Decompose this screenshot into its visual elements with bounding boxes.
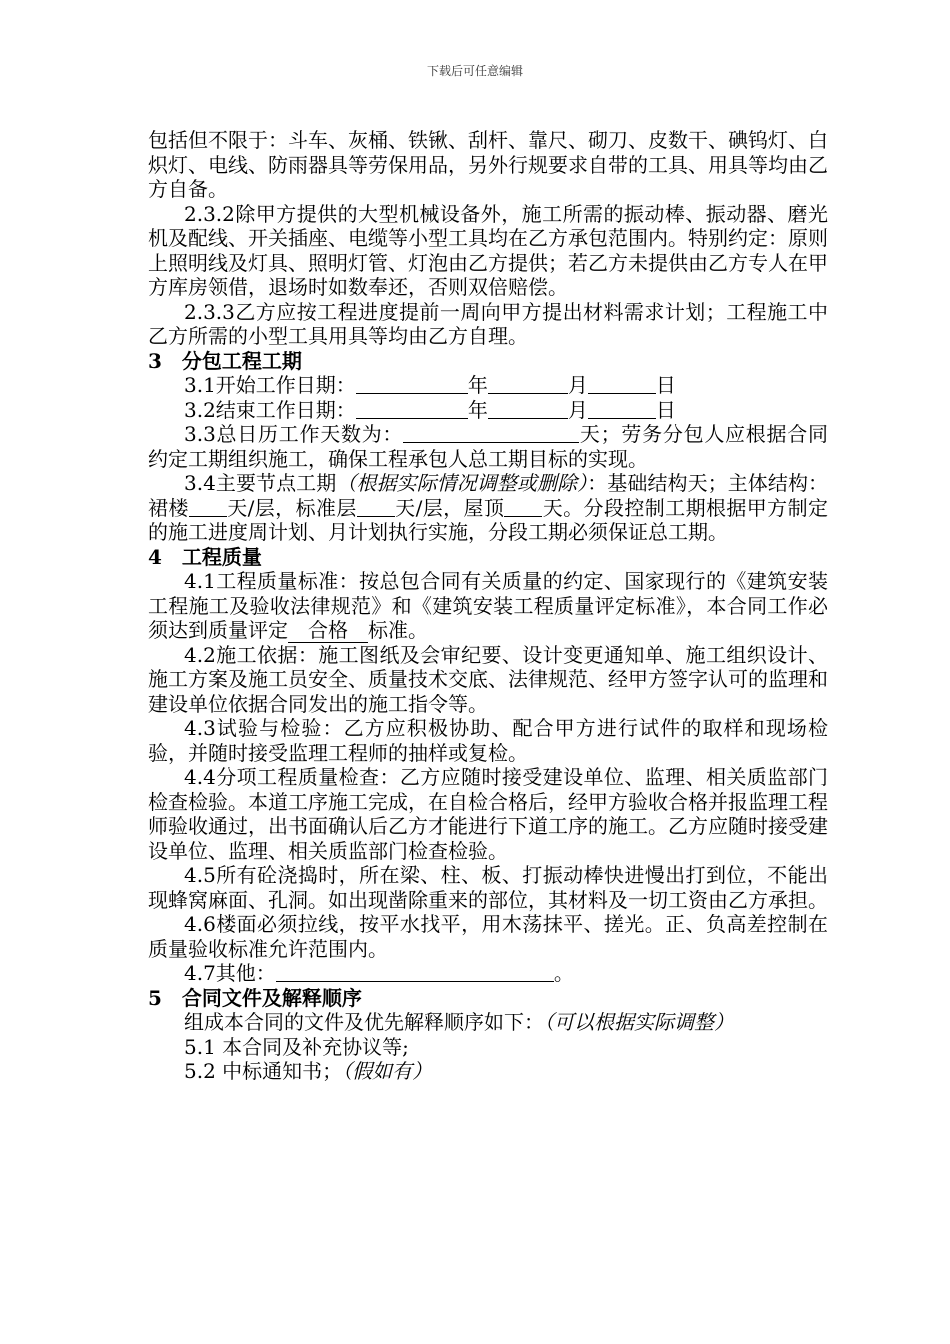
document-body: [148, 128, 828, 1084]
quality-standard-end: 标准。: [368, 618, 428, 642]
heading-section-4: 4 工程质量: [148, 544, 262, 569]
end-month-blank: [488, 398, 568, 419]
paragraph-3-1: [148, 373, 828, 398]
paragraph-3-2: [148, 398, 828, 423]
start-date-label: 3.1开始工作日期：: [184, 373, 356, 397]
milestone-text-b: 天/层，标准层: [226, 495, 357, 520]
page-header: 下载后可任意编辑: [426, 64, 523, 78]
award-notice-text: 5.2 中标通知书；: [184, 1059, 343, 1083]
milestone-text-c: 天/层，屋顶: [394, 495, 505, 520]
paragraph-3-3: [148, 422, 828, 471]
other-blank: [276, 961, 554, 982]
paragraph-4-2: 4.2施工依据：施工图纸及会审纪要、设计变更通知单、施工组织设计、施工方案及施工员安全、质量技术交底、法律规范、经甲方签字认可的监理和建设单位依据合同发出的施工指令等。: [148, 642, 828, 716]
documents-note: （可以根据实际调整）: [544, 1010, 734, 1034]
start-day-blank: [588, 373, 656, 394]
other-label: 4.7其他：: [184, 961, 276, 985]
year-label: 年: [467, 397, 488, 422]
paragraph-4-6: 4.6楼面必须拉线，按平水找平，用木荡抹平、搓光。正、负高差控制在质量验收标准允许范围内。: [148, 912, 828, 961]
paragraph-2-3-3: 2.3.3乙方应按工程进度提前一周向甲方提出材料需求计划；工程施工中乙方所需的小型工具用具等均由乙方自理。: [148, 299, 828, 348]
start-year-blank: [356, 373, 468, 394]
milestone-note: （根据实际情况调整或删除）: [336, 471, 588, 495]
paragraph-4-5: 4.5所有砼浇捣时，所在梁、柱、板、打振动棒快进慢出打到位，不能出现蜂窝麻面、孔洞。如出现凿除重来的部位，其材料及一切工资由乙方承担。: [148, 863, 828, 912]
end-day-blank: [588, 398, 656, 419]
documents-intro: 组成本合同的文件及优先解释顺序如下：: [184, 1010, 544, 1034]
milestone-label: 3.4主要节点工期: [184, 471, 337, 495]
heading-section-3: 3 分包工程工期: [148, 348, 302, 373]
standard-floor-blank: [357, 496, 395, 517]
paragraph-4-7: [148, 961, 828, 986]
milestone-text-a: ：基础结构天；主体结构：裙楼: [148, 471, 829, 520]
day-label: 日: [655, 397, 676, 422]
start-month-blank: [488, 373, 568, 394]
end-date-label: 3.2结束工作日期：: [184, 397, 356, 422]
paragraph-5-intro: [148, 1010, 828, 1035]
milestone-text-d: 天。分段控制工期根据甲方制定的施工进度周计划、月计划执行实施，分段工期必须保证总工期。: [148, 495, 828, 544]
podium-blank: [189, 496, 227, 517]
quality-standard-text: 4.1工程质量标准：按总包合同有关质量的约定、国家现行的《建筑安装工程施工及验收法律规范》和《建筑安装工程质量评定标准》，本合同工作必须达到质量评定: [148, 569, 828, 642]
other-end: 。: [553, 961, 574, 985]
total-days-label: 3.3总日历工作天数为：: [184, 422, 404, 446]
award-notice-note: （假如有）: [342, 1059, 433, 1083]
paragraph-5-1: 5.1 本合同及补充协议等;: [184, 1034, 409, 1059]
paragraph-3-4: [148, 471, 828, 545]
month-label: 月: [567, 397, 588, 422]
heading-section-5: 5 合同文件及解释顺序: [148, 985, 362, 1010]
paragraph-tools: 包括但不限于：斗车、灰桶、铁锹、刮杆、靠尺、砌刀、皮数干、碘钨灯、白炽灯、电线、防雨器具等劳保用品，另外行规要求自带的工具、用具等均由乙方自备。: [148, 128, 828, 201]
paragraph-4-1: [148, 569, 828, 643]
paragraph-4-3: 4.3试验与检验：乙方应积极协助、配合甲方进行试件的取样和现场检验，并随时接受监理工程师的抽样或复检。: [148, 716, 828, 765]
month-label: 月: [567, 373, 588, 397]
quality-grade-fill: 合格: [288, 618, 368, 642]
paragraph-5-2: [148, 1059, 828, 1084]
total-days-text: 天；劳务分包人应根据合同约定工期组织施工，确保工程承包人总工期目标的实现。: [148, 422, 829, 471]
year-label: 年: [467, 373, 488, 397]
total-days-blank: [403, 422, 579, 443]
paragraph-4-4: 4.4分项工程质量检查：乙方应随时接受建设单位、监理、相关质监部门检查检验。本道工序施工完成，在自检合格后，经甲方验收合格并报监理工程师验收通过，出书面确认后乙方才能进行下道工序的施工。乙方应随时接受建设单位、监理、相关质监部门检查检验。: [148, 765, 828, 863]
end-year-blank: [356, 398, 468, 419]
day-label: 日: [655, 373, 676, 397]
roof-blank: [504, 496, 542, 517]
paragraph-2-3-2: 2.3.2除甲方提供的大型机械设备外，施工所需的振动棒、振动器、磨光机及配线、开关插座、电缆等小型工具均在乙方承包范围内。特别约定：原则上照明线及灯具、照明灯管、灯泡由乙方提供；若乙方未提供由乙方专人在甲方库房领借，退场时如数奉还，否则双倍赔偿。: [148, 201, 828, 299]
